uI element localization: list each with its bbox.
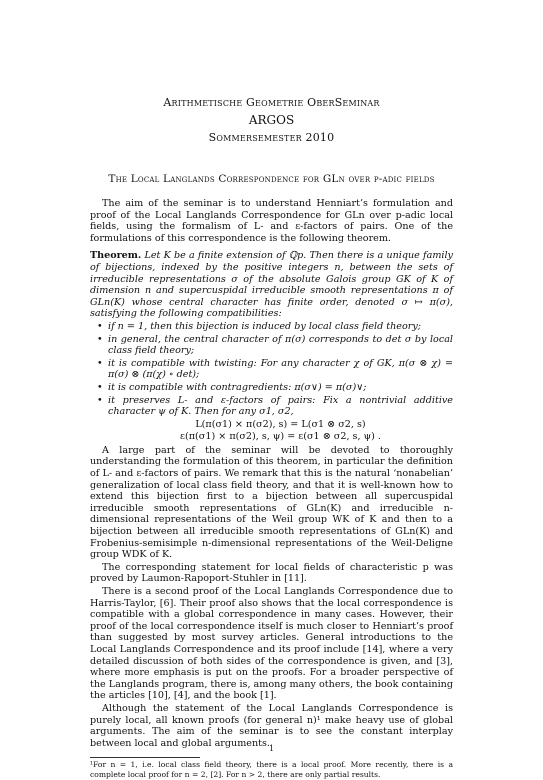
- document-body: [90, 198, 453, 780]
- list-item: • it is compatible with contragredients: π(σ∨) = π(σ)∨;: [108, 382, 453, 394]
- list-item-text: it preserves L- and ε-factors of pairs: Fix a nontrivial additive character ψ of K. Then for any σ1, σ2,: [108, 394, 453, 418]
- theorem-label: Theorem.: [90, 250, 142, 262]
- paragraph-char-p: The corresponding statement for local fields of characteristic p was proved by Laumon-Rapoport-Stuhler in [11].: [90, 561, 453, 585]
- list-item: • in general, the central character of π(σ) corresponds to det σ by local class field theory;: [108, 334, 453, 357]
- theorem-block: [90, 250, 453, 443]
- equation-l-factor: L(π(σ1) × π(σ2), s) = L(σ1 ⊗ σ2, s): [195, 418, 366, 430]
- equation-epsilon-factor: ε(π(σ1) × π(σ2), s, ψ) = ε(σ1 ⊗ σ2, s, ψ) .: [180, 431, 381, 443]
- theorem-statement: Let K be a finite extension of ℚp. Then there is a unique family of bijections, indexed by the positive integers n, between the sets of irreducible representations σ of the absolute Galois group GK of K of dimension n and supercuspidal irreducible smooth representations π of GLn(K) whose central character has finite order, denoted σ ↦ π(σ), satisfying the following compatibilities:: [90, 250, 453, 320]
- seminar-acronym: ARGOS: [248, 113, 295, 127]
- footnote-divider: [90, 757, 200, 758]
- seminar-name: Arithmetische Geometrie OberSeminar: [163, 96, 380, 109]
- document-title: The Local Langlands Correspondence for GLn over p-adic fields: [108, 173, 435, 185]
- footnote: ¹For n = 1, i.e. local class field theory, there is a local proof. More recently, there is a complete local proof for n = 2, [2]. For n > 2, there are only partial results.: [90, 760, 453, 779]
- compatibility-list: [90, 321, 453, 443]
- semester: Sommersemester 2010: [208, 131, 335, 144]
- page-number: 1: [268, 744, 275, 753]
- seminar-header: [90, 0, 453, 145]
- intro-paragraph: The aim of the seminar is to understand Henniart’s formulation and proof of the Local Langlands Correspondence for GLn over p-adic local fields, using the formalism of L- and ε-factors of pairs. One of the formulations of this correspondence is the following theorem.: [90, 198, 453, 244]
- list-item: • if n = 1, then this bijection is induced by local class field theory;: [108, 321, 453, 333]
- paragraph-global-arguments: Although the statement of the Local Langlands Correspondence is purely local, all known proofs (for general n)¹ make heavy use of global arguments. The aim of the seminar is to see the constant interplay between local and global arguments.: [90, 702, 453, 749]
- paragraph-harris-taylor: There is a second proof of the Local Langlands Correspondence due to Harris-Taylor, [6]. Their proof also shows that the local correspondence is compatible with a global correspondence in many cases. However, their proof of the local correspondence itself is much closer to Henniart’s proof than suggested by most survey articles. General introductions to the Local Langlands Correspondence and its proof include [14], where a very detailed discussion of both sides of the correspondence is given, and [3], where more emphasis is put on the proofs. For a broader perspective of the Langlands program, there is, among many others, the book containing the articles [10], [4], and the book [1].: [90, 586, 453, 702]
- list-item: [108, 395, 453, 443]
- list-item: • it is compatible with twisting: For any character χ of GK, π(σ ⊗ χ) = π(σ) ⊗ (π(χ) ∘ det);: [108, 358, 453, 381]
- paragraph-formulation: A large part of the seminar will be devoted to thoroughly understanding the formulation of this theorem, in particular the definition of L- and ε-factors of pairs. We remark that this is the natural ‘nonabelian’ generalization of local class field theory, and that it is well-known how to extend this bijection first to a bijection between all supercuspidal irreducible smooth representations of GLn(K) and irreducible n-dimensional representations of the Weil group WK of K and then to a bijection between all irreducible smooth representations of GLn(K) and Frobenius-semisimple n-dimensional representations of the Weil-Deligne group WDK of K.: [90, 444, 453, 561]
